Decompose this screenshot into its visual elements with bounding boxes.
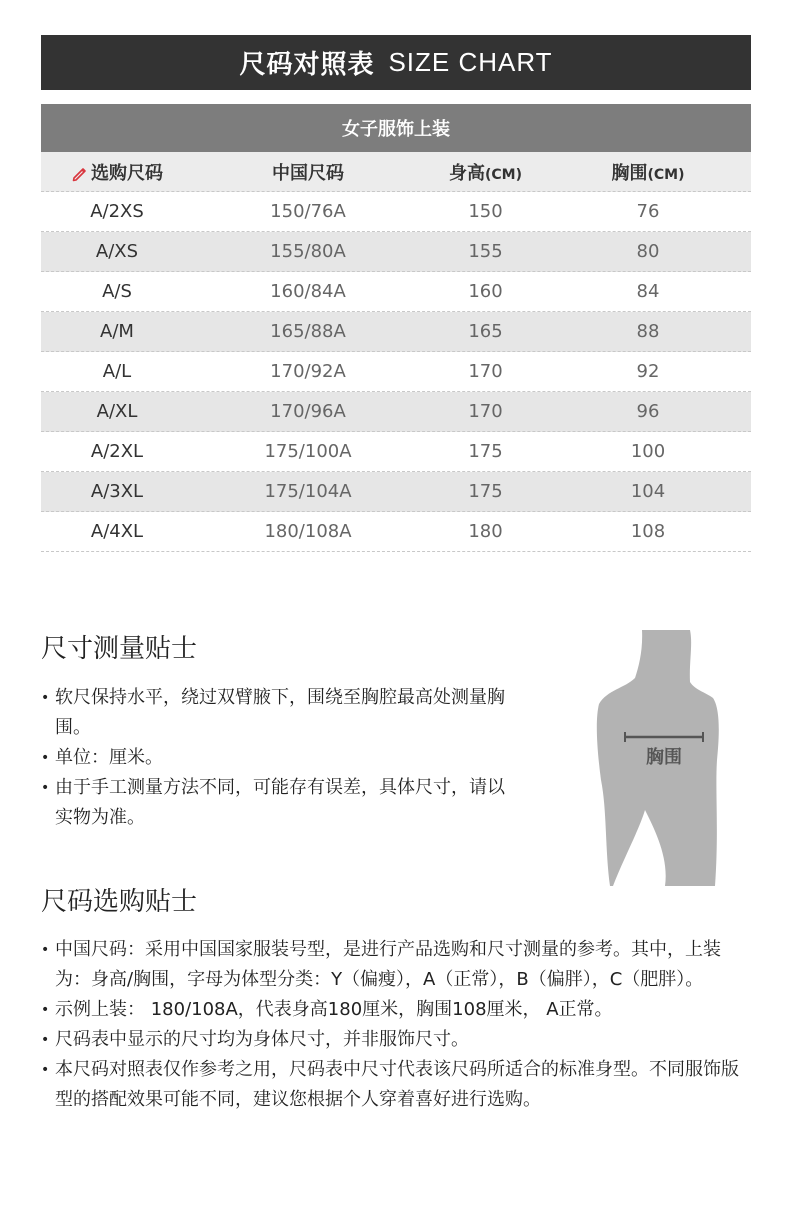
list-item: • 由于手工测量方法不同，可能存有误差，具体尺寸，请以实物为准。: [41, 773, 521, 833]
table-row: A/L 170/92A 170 92: [41, 352, 751, 392]
buy-tips-title: 尺码选购贴士: [41, 887, 198, 917]
page-title-en: SIZE CHART: [388, 47, 553, 77]
list-item: • 软尺保持水平，绕过双臂腋下，围绕至胸腔最高处测量胸围。: [41, 683, 521, 743]
table-row: A/3XL 175/104A 175 104: [41, 472, 751, 512]
table-row: A/4XL 180/108A 180 108: [41, 512, 751, 552]
header-china-size: 中国尺码: [272, 162, 344, 184]
header-height: 身高(CM): [448, 162, 522, 184]
buy-tips-list: [41, 935, 753, 1115]
table-row: A/2XL 175/100A 175 100: [41, 432, 751, 472]
table-row: A/XL 170/96A 170 96: [41, 392, 751, 432]
table-row: A/2XS 150/76A 150 76: [41, 192, 751, 232]
title-bar: [41, 35, 751, 90]
list-item: • 中国尺码：采用中国国家服装号型，是进行产品选购和尺寸测量的参考。其中，上装为：身高/胸围，字母为体型分类：Y（偏瘦），A（正常），B（偏胖），C（肥胖）。: [41, 935, 753, 995]
header-chest: 胸围(CM): [611, 162, 685, 184]
list-item: • 尺码表中显示的尺寸均为身体尺寸，并非服饰尺寸。: [41, 1025, 753, 1055]
size-table: [41, 152, 751, 552]
page-title: 尺码对照表: [239, 50, 375, 80]
table-row: A/M 165/88A 165 88: [41, 312, 751, 352]
list-item: • 单位：厘米。: [41, 743, 521, 773]
table-row: A/XS 155/80A 155 80: [41, 232, 751, 272]
list-item: • 本尺码对照表仅作参考之用，尺码表中尺寸代表该尺码所适合的标准身型。不同服饰版型的搭配效果可能不同，建议您根据个人穿着喜好进行选购。: [41, 1055, 753, 1115]
measure-tips-title: 尺寸测量贴士: [41, 634, 198, 664]
list-item: • 示例上装： 180/108A，代表身高180厘米，胸围108厘米， A正常。: [41, 995, 753, 1025]
table-row: A/S 160/84A 160 84: [41, 272, 751, 312]
header-select-size: 选购尺码: [41, 159, 193, 185]
chest-label: 胸围: [646, 747, 682, 768]
measure-tips-list: [41, 683, 521, 833]
table-header: [41, 152, 751, 192]
pencil-icon: [71, 164, 89, 182]
category-title: 女子服饰上装: [41, 104, 751, 152]
